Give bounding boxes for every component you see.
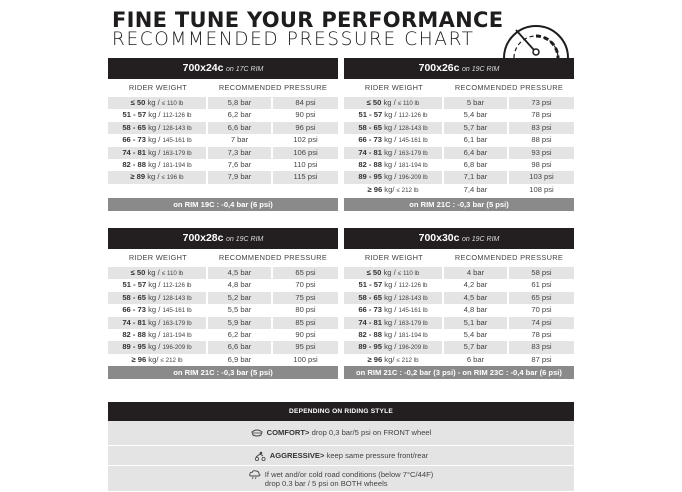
col-rider-weight: RIDER WEIGHT	[364, 83, 424, 92]
riding-style-heading: DEPENDING ON RIDING STYLE	[108, 402, 574, 421]
tire-size: 700x28c	[182, 232, 224, 244]
title-secondary: RECOMMENDED PRESSURE CHART	[112, 29, 475, 50]
pressure-table-700x30c	[344, 228, 574, 379]
table-row: 66 - 73 kg / 145-161 lb 4,8 bar 70 psi	[344, 304, 574, 316]
title-primary: FINE TUNE YOUR PERFORMANCE	[112, 8, 504, 32]
comfort-tip: COMFORT> drop 0,3 bar/5 psi on FRONT wheel	[108, 421, 574, 446]
rain-cloud-icon	[249, 470, 261, 480]
table-row: ≥ 96 kg/ ≤ 212 lb 7,4 bar 108 psi	[344, 184, 574, 196]
col-recommended-pressure: RECOMMENDED PRESSURE	[454, 253, 564, 262]
table-row: 66 - 73 kg / 145-161 lb 5,5 bar 80 psi	[108, 304, 338, 316]
table-row: 58 - 65 kg / 128-143 lb 4,5 bar 65 psi	[344, 292, 574, 304]
table-row: ≤ 50 kg / ≤ 110 lb 4 bar 58 psi	[344, 267, 574, 279]
column-headers	[344, 249, 574, 267]
table-row: 51 - 57 kg / 112-126 lb 4,2 bar 61 psi	[344, 279, 574, 291]
table-row: 74 - 81 kg / 163-179 lb 6,4 bar 93 psi	[344, 147, 574, 159]
table-row: ≤ 50 kg / ≤ 110 lb 5,8 bar 84 psi	[108, 97, 338, 109]
table-row: 89 - 95 kg / 196-209 lb 7,1 bar 103 psi	[344, 171, 574, 183]
table-row: 82 - 88 kg / 181-194 lb 6,8 bar 98 psi	[344, 159, 574, 171]
tire-size: 700x30c	[418, 232, 460, 244]
column-headers	[108, 79, 338, 97]
table-title	[344, 228, 574, 249]
rim-adjustment-note: on RIM 21C : -0,3 bar (5 psi)	[344, 198, 574, 211]
table-row: 82 - 88 kg / 181-194 lb 7,6 bar 110 psi	[108, 159, 338, 171]
weather-tip-line2: drop 0.3 bar / 5 psi on BOTH wheels	[264, 478, 388, 488]
column-headers	[344, 79, 574, 97]
table-row: ≤ 50 kg / ≤ 110 lb 5 bar 73 psi	[344, 97, 574, 109]
pressure-table-700x26c	[344, 58, 574, 211]
table-row: 89 - 95 kg / 196-209 lb 5,7 bar 83 psi	[344, 341, 574, 353]
table-row: ≤ 50 kg / ≤ 110 lb 4,5 bar 65 psi	[108, 267, 338, 279]
col-rider-weight: RIDER WEIGHT	[128, 83, 188, 92]
table-row: 51 - 57 kg / 112-126 lb 4,8 bar 70 psi	[108, 279, 338, 291]
table-title	[344, 58, 574, 79]
rim-adjustment-note: on RIM 21C : -0,2 bar (3 psi) - on RIM 23C : -0,4 bar (6 psi)	[344, 366, 574, 379]
pressure-table-700x28c	[108, 228, 338, 379]
comfort-seat-icon	[251, 428, 263, 438]
col-recommended-pressure: RECOMMENDED PRESSURE	[218, 83, 328, 92]
table-title	[108, 228, 338, 249]
column-headers	[108, 249, 338, 267]
weather-tip-line1: If wet and/or cold road conditions (below 7°C/44F)	[264, 469, 434, 479]
table-row: 89 - 95 kg / 196-209 lb 6,6 bar 95 psi	[108, 341, 338, 353]
col-rider-weight: RIDER WEIGHT	[128, 253, 188, 262]
rim-size: on 19C RIM	[462, 66, 500, 73]
rim-size: on 17C RIM	[226, 66, 264, 73]
page-header	[108, 6, 578, 52]
rim-size: on 19C RIM	[226, 236, 264, 243]
table-row: 74 - 81 kg / 163-179 lb 7,3 bar 106 psi	[108, 147, 338, 159]
table-row: 51 - 57 kg / 112-126 lb 5,4 bar 78 psi	[344, 109, 574, 121]
table-row: 82 - 88 kg / 181-194 lb 5,4 bar 78 psi	[344, 329, 574, 341]
table-row: ≥ 96 kg/ ≤ 212 lb 6,9 bar 100 psi	[108, 354, 338, 366]
weather-tip	[108, 466, 574, 492]
col-recommended-pressure: RECOMMENDED PRESSURE	[218, 253, 328, 262]
aggressive-tip: AGGRESSIVE> keep same pressure front/rear	[108, 446, 574, 466]
rim-adjustment-note: on RIM 19C : -0,4 bar (6 psi)	[108, 198, 338, 211]
table-row: ≥ 89 kg / ≤ 196 lb 7,9 bar 115 psi	[108, 171, 338, 183]
table-row: ≥ 96 kg/ ≤ 212 lb 6 bar 87 psi	[344, 354, 574, 366]
aggressive-rider-icon	[254, 451, 266, 461]
table-row: 82 - 88 kg / 181-194 lb 6,2 bar 90 psi	[108, 329, 338, 341]
tire-size: 700x24c	[182, 62, 224, 74]
rim-size: on 19C RIM	[462, 236, 500, 243]
table-row: 74 - 81 kg / 163-179 lb 5,1 bar 74 psi	[344, 317, 574, 329]
col-rider-weight: RIDER WEIGHT	[364, 253, 424, 262]
table-row: 58 - 65 kg / 128-143 lb 5,2 bar 75 psi	[108, 292, 338, 304]
pressure-gauge-icon	[496, 8, 576, 60]
pressure-table-700x24c	[108, 58, 338, 211]
tire-size: 700x26c	[418, 62, 460, 74]
col-recommended-pressure: RECOMMENDED PRESSURE	[454, 83, 564, 92]
table-title	[108, 58, 338, 79]
table-row: 58 - 65 kg / 128-143 lb 6,6 bar 96 psi	[108, 122, 338, 134]
table-row: 58 - 65 kg / 128-143 lb 5,7 bar 83 psi	[344, 122, 574, 134]
table-row: 66 - 73 kg / 145-161 lb 7 bar 102 psi	[108, 134, 338, 146]
table-row: 66 - 73 kg / 145-161 lb 6,1 bar 88 psi	[344, 134, 574, 146]
table-row: 74 - 81 kg / 163-179 lb 5,9 bar 85 psi	[108, 317, 338, 329]
riding-style-section	[108, 402, 574, 492]
table-row: 51 - 57 kg / 112-126 lb 6,2 bar 90 psi	[108, 109, 338, 121]
rim-adjustment-note: on RIM 21C : -0,3 bar (5 psi)	[108, 366, 338, 379]
